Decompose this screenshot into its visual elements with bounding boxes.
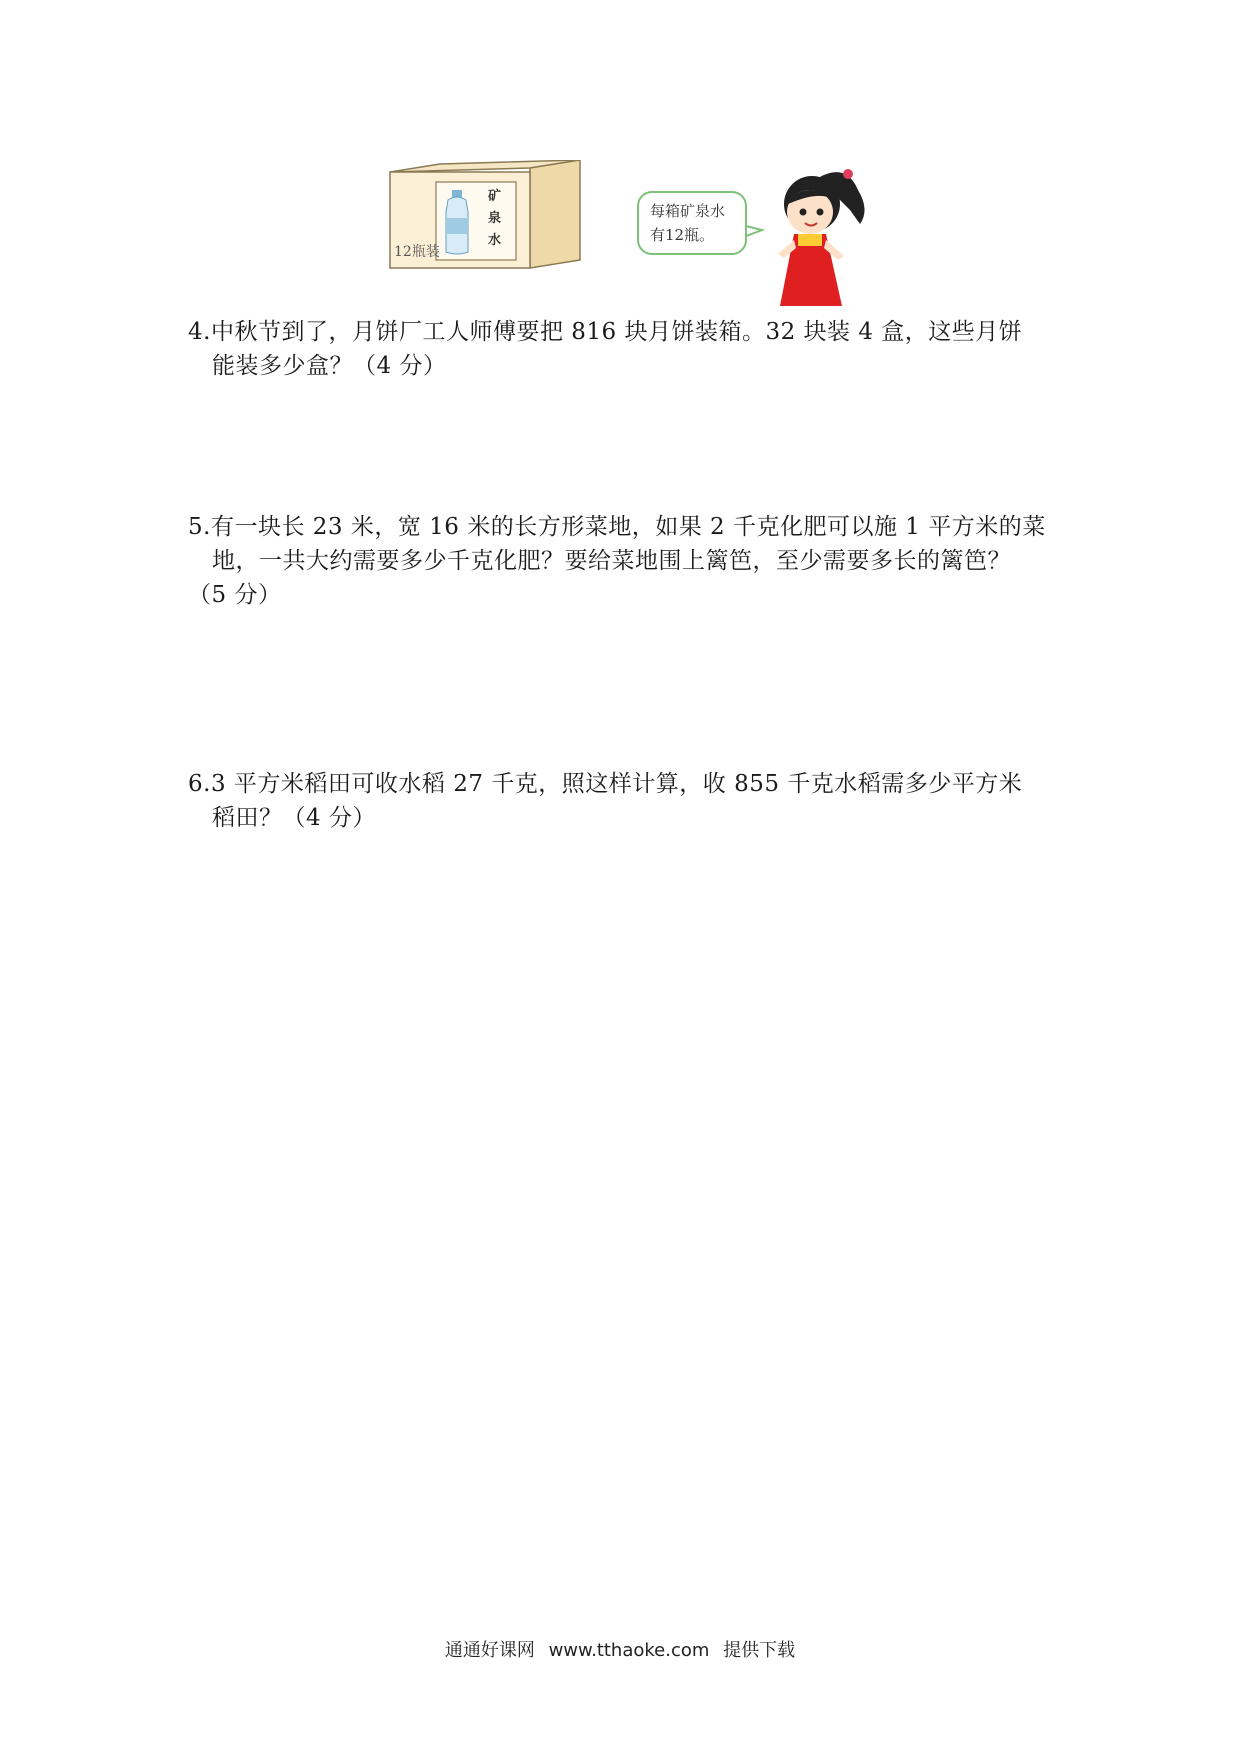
water-box-illustration xyxy=(380,160,900,310)
girl-icon xyxy=(778,169,865,306)
question-text: 稻田？（4 分） xyxy=(212,805,376,831)
question-number: 6. xyxy=(188,771,211,797)
question-text: 地，一共大约需要多少千克化肥？要给菜地围上篱笆，至少需要多长的篱笆？ xyxy=(212,548,1011,574)
question-text: 有一块长 23 米，宽 16 米的长方形菜地，如果 2 千克化肥可以施 1 平方米的菜 xyxy=(210,514,1046,540)
question-score: （5 分） xyxy=(188,582,282,608)
bottle-label-char-2: 泉 xyxy=(488,211,502,226)
bottle-icon xyxy=(446,190,468,254)
footer-note: 提供下载 xyxy=(723,1640,796,1661)
box-icon xyxy=(390,160,580,268)
question-4 xyxy=(190,315,1070,383)
bottle-label-char-3: 水 xyxy=(488,233,502,248)
box-label: 12瓶装 xyxy=(394,244,440,260)
question-text: 能装多少盒？（4 分） xyxy=(212,353,447,379)
question-number: 5. xyxy=(188,514,211,540)
question-text: 中秋节到了，月饼厂工人师傅要把 816 块月饼装箱。32 块装 4 盒，这些月饼 xyxy=(210,319,1023,345)
speech-bubble xyxy=(638,192,762,254)
question-text: 3 平方米稻田可收水稻 27 千克，照这样计算，收 855 千克水稻需多少平方米 xyxy=(210,771,1023,797)
question-6 xyxy=(190,767,1070,835)
bottle-label-char-1: 矿 xyxy=(488,189,502,204)
footer-site-name: 通通好课网 xyxy=(444,1640,535,1661)
speech-line-1: 每箱矿泉水 xyxy=(650,202,726,220)
question-number: 4. xyxy=(188,319,211,345)
speech-line-2: 有12瓶。 xyxy=(650,226,715,244)
question-5 xyxy=(190,510,1070,612)
page-footer xyxy=(0,1636,1240,1662)
footer-url[interactable]: www.tthaoke.com xyxy=(548,1640,710,1661)
